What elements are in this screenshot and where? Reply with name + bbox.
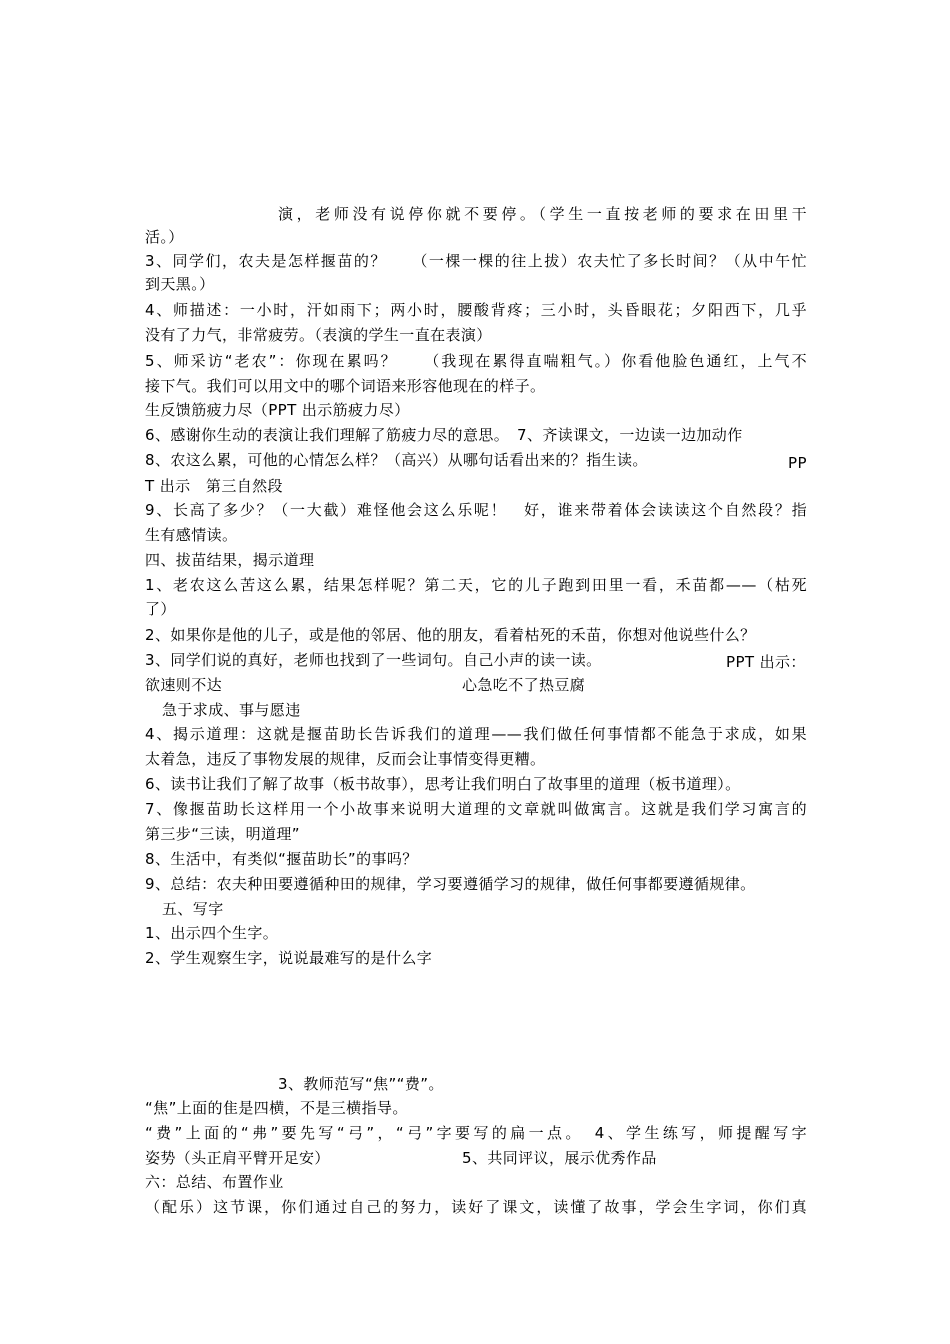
- text-line: 6、感谢你生动的表演让我们理解了筋疲力尽的意思。 7、齐读课文，一边读一边加动作: [145, 426, 743, 444]
- text-line: 9、总结：农夫种田要遵循种田的规律，学习要遵循学习的规律，做任何事都要遵循规律。: [145, 875, 756, 893]
- text-line: （配乐）这节课，你们通过自己的努力，读好了课文，读懂了故事，学会生字词，你们真: [145, 1198, 807, 1216]
- text-line: 9、长高了多少？（一大截）难怪他会这么乐呢！ 好，谁来带着体会读读这个自然段？指: [145, 501, 807, 519]
- text-line: 1、老农这么苦这么累，结果怎样呢？第二天，它的儿子跑到田里一看，禾苗都——（枯死: [145, 576, 807, 594]
- text-line: 2、如果你是他的儿子，或是他的邻居、他的朋友，看着枯死的禾苗，你想对他说些什么？: [145, 626, 756, 644]
- text-line: 4、揭示道理：这就是揠苗助长告诉我们的道理——我们做任何事情都不能急于求成，如果: [145, 725, 807, 743]
- text-line: PPT 出示：: [726, 653, 806, 671]
- text-line: 活。）: [145, 228, 184, 246]
- text-line: “费”上面的“弗”要先写“弓”，“弓”字要写的扁一点。 4、学生练写，师提醒写字: [145, 1124, 807, 1142]
- text-line: 3、同学们，农夫是怎样揠苗的？ （一棵一棵的往上拔）农夫忙了多长时间？（从中午忙: [145, 252, 807, 270]
- text-line: 姿势（头正肩平臂开足安）: [145, 1149, 330, 1167]
- text-line: 接下气。我们可以用文中的哪个词语来形容他现在的样子。: [145, 377, 546, 395]
- text-line: 没有了力气，非常疲劳。（表演的学生一直在表演）: [145, 326, 492, 344]
- text-line: 2、学生观察生字，说说最难写的是什么字: [145, 949, 433, 967]
- text-line: 6、读书让我们了解了故事（板书故事），思考让我们明白了故事里的道理（板书道理）。: [145, 775, 741, 793]
- text-line: 生反馈筋疲力尽（PPT 出示筋疲力尽）: [145, 401, 410, 419]
- text-line: 心急吃不了热豆腐: [462, 676, 586, 694]
- text-line: 1、出示四个生字。: [145, 924, 279, 942]
- text-line: PP: [788, 454, 807, 472]
- text-line: “焦”上面的隹是四横，不是三横指导。: [145, 1099, 408, 1117]
- text-line: 8、生活中，有类似“揠苗助长”的事吗？: [145, 850, 418, 868]
- section-heading: 四、拔苗结果，揭示道理: [145, 551, 315, 569]
- text-line: 演，老师没有说停你就不要停。（学生一直按老师的要求在田里干: [278, 205, 807, 223]
- section-heading: 五、写字: [162, 900, 224, 918]
- text-line: 太着急，违反了事物发展的规律，反而会让事情变得更糟。: [145, 750, 546, 768]
- text-line: 8、农这么累，可他的心情怎么样？（高兴）从哪句话看出来的？指生读。: [145, 451, 648, 469]
- text-line: 欲速则不达: [145, 676, 223, 694]
- text-line: 了）: [145, 600, 176, 618]
- text-line: 7、像揠苗助长这样用一个小故事来说明大道理的文章就叫做寓言。这就是我们学习寓言的: [145, 800, 807, 818]
- text-line: 3、教师范写“焦”“费”。: [278, 1075, 444, 1093]
- text-line: 5、共同评议，展示优秀作品: [462, 1149, 657, 1167]
- text-line: T 出示 第三自然段: [145, 477, 283, 495]
- section-heading: 六：总结、布置作业: [145, 1173, 284, 1191]
- text-line: 到天黑。）: [145, 275, 215, 293]
- text-line: 3、同学们说的真好，老师也找到了一些词句。自己小声的读一读。: [145, 651, 602, 669]
- text-line: 急于求成、事与愿违: [162, 701, 301, 719]
- text-line: 第三步“三读，明道理”: [145, 825, 300, 843]
- text-line: 4、师描述：一小时，汗如雨下；两小时，腰酸背疼；三小时，头昏眼花；夕阳西下，几乎: [145, 301, 807, 319]
- text-line: 生有感情读。: [145, 526, 238, 544]
- text-line: 5、师采访“老农”：你现在累吗？ （我现在累得直喘粗气。）你看他脸色通红，上气不: [145, 352, 807, 370]
